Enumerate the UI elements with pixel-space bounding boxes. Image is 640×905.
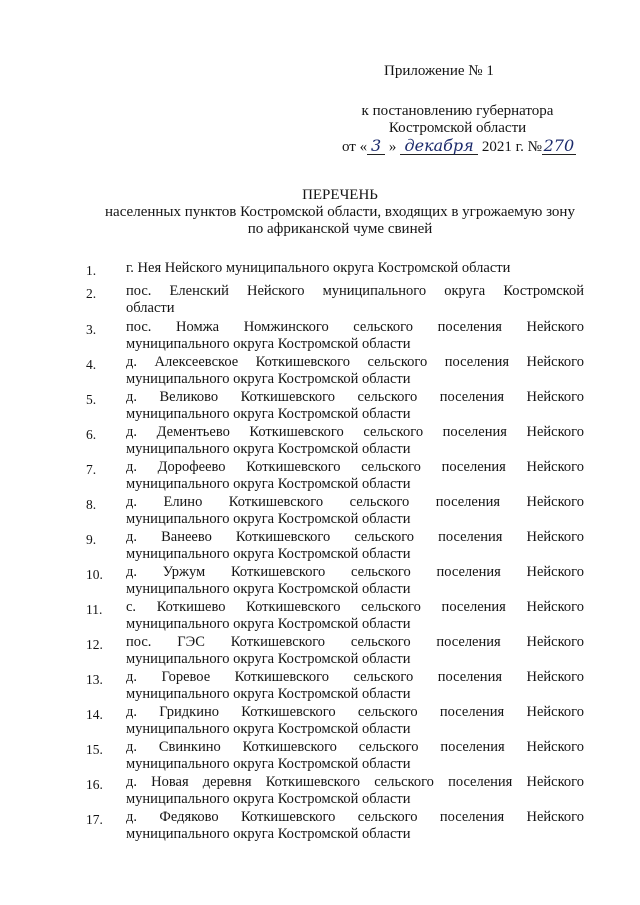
- list-item: [86, 704, 584, 738]
- item-line-2: муниципального округа Костромской области: [126, 511, 411, 527]
- item-line-2: муниципального округа Костромской области: [126, 826, 411, 842]
- item-text: [126, 424, 584, 458]
- item-line-1: пос. ГЭС Коткишевского сельского поселения Нейского: [126, 634, 584, 650]
- item-line-1: д. Гридкино Коткишевского сельского поселения Нейского: [126, 704, 584, 720]
- date-day: 3: [367, 137, 385, 155]
- item-line-1: д. Федяково Коткишевского сельского поселения Нейского: [126, 809, 584, 825]
- item-text: [126, 260, 584, 279]
- decree-number: 270: [543, 136, 575, 155]
- date-mid: »: [388, 139, 397, 155]
- list-item: [86, 599, 584, 633]
- item-number: 13.: [86, 672, 103, 687]
- item-line-1: д. Уржум Коткишевского сельского поселения Нейского: [126, 564, 584, 580]
- item-line-2: муниципального округа Костромской области: [126, 476, 411, 492]
- item-text: [126, 774, 584, 808]
- item-text: [126, 459, 584, 493]
- list-item: [86, 260, 584, 279]
- item-text: [126, 283, 584, 317]
- item-number: 9.: [86, 532, 97, 547]
- item-line-2: муниципального округа Костромской области: [126, 756, 411, 772]
- item-line-1: д. Алексеевское Коткишевского сельского поселения Нейского: [126, 354, 584, 370]
- list-item: [86, 564, 584, 598]
- list-item: [86, 774, 584, 808]
- item-line-1: д. Дорофеево Коткишевского сельского поселения Нейского: [126, 459, 584, 475]
- item-line-1: с. Коткишево Коткишевского сельского поселения Нейского: [126, 599, 584, 615]
- item-line-1: д. Горевое Коткишевского сельского поселения Нейского: [126, 669, 584, 685]
- item-line-2: муниципального округа Костромской области: [126, 336, 411, 352]
- item-number: 15.: [86, 742, 103, 757]
- item-number: 6.: [86, 427, 97, 442]
- item-line-2: муниципального округа Костромской области: [126, 616, 411, 632]
- item-number: 12.: [86, 637, 103, 652]
- item-number: 16.: [86, 777, 103, 792]
- list-item: [86, 739, 584, 773]
- item-text: [126, 634, 584, 668]
- document-title: [60, 187, 620, 238]
- settlement-list: [86, 260, 584, 844]
- item-text: [126, 319, 584, 353]
- item-line-1: д. Новая деревня Коткишевского сельского поселения Нейского: [126, 774, 584, 790]
- title-line-1: населенных пунктов Костромской области, входящих в угрожаемую зону: [105, 204, 575, 220]
- title-heading: ПЕРЕЧЕНЬ: [302, 187, 378, 203]
- item-line-2: муниципального округа Костромской области: [126, 686, 411, 702]
- header-block: [330, 103, 585, 156]
- item-line-2: муниципального округа Костромской области: [126, 406, 411, 422]
- item-line-1: пос. Еленский Нейского муниципального округа Костромской: [126, 283, 584, 299]
- item-line-2: муниципального округа Костромской области: [126, 371, 411, 387]
- list-item: [86, 424, 584, 458]
- item-line-2: муниципального округа Костромской области: [126, 651, 411, 667]
- item-number: 3.: [86, 322, 97, 337]
- item-text: [126, 354, 584, 388]
- item-text: [126, 599, 584, 633]
- item-line-1: пос. Номжа Номжинского сельского поселения Нейского: [126, 319, 584, 335]
- item-line-2: муниципального округа Костромской области: [126, 546, 411, 562]
- date-month: декабря: [400, 137, 478, 155]
- item-number: 17.: [86, 812, 103, 827]
- region-line: Костромской области: [388, 120, 527, 136]
- item-number: 14.: [86, 707, 103, 722]
- item-number: 1.: [86, 263, 97, 278]
- item-text: [126, 669, 584, 703]
- list-item: [86, 319, 584, 353]
- item-line-1: г. Нея Нейского муниципального округа Костромской области: [126, 260, 511, 276]
- list-item: [86, 494, 584, 528]
- resolution-line: к постановлению губернатора: [361, 103, 554, 119]
- item-number: 8.: [86, 497, 97, 512]
- item-number: 5.: [86, 392, 97, 407]
- date-year: 2021 г. №: [481, 139, 542, 155]
- item-line-1: д. Свинкино Коткишевского сельского поселения Нейского: [126, 739, 584, 755]
- list-item: [86, 669, 584, 703]
- item-line-1: д. Елино Коткишевского сельского поселения Нейского: [126, 494, 584, 510]
- item-line-2: муниципального округа Костромской области: [126, 581, 411, 597]
- list-item: [86, 283, 584, 317]
- title-line-2: по африканской чуме свиней: [247, 221, 433, 237]
- item-number: 2.: [86, 286, 97, 301]
- item-line-1: д. Дементьево Коткишевского сельского поселения Нейского: [126, 424, 584, 440]
- item-number: 10.: [86, 567, 103, 582]
- item-text: [126, 809, 584, 843]
- list-item: [86, 354, 584, 388]
- item-number: 4.: [86, 357, 97, 372]
- item-line-2: области: [126, 300, 175, 316]
- list-item: [86, 389, 584, 423]
- appendix-label: Приложение № 1: [384, 63, 494, 79]
- item-line-2: муниципального округа Костромской области: [126, 441, 411, 457]
- item-text: [126, 564, 584, 598]
- date-line: [330, 137, 585, 156]
- item-line-2: муниципального округа Костромской области: [126, 721, 411, 737]
- item-text: [126, 529, 584, 563]
- list-item: [86, 809, 584, 843]
- date-prefix: от «: [342, 139, 368, 155]
- list-item: [86, 634, 584, 668]
- item-number: 11.: [86, 602, 103, 617]
- item-text: [126, 389, 584, 423]
- item-line-1: д. Великово Коткишевского сельского поселения Нейского: [126, 389, 584, 405]
- list-item: [86, 529, 584, 563]
- item-line-2: муниципального округа Костромской области: [126, 791, 411, 807]
- item-text: [126, 739, 584, 773]
- item-line-1: д. Ванеево Коткишевского сельского поселения Нейского: [126, 529, 584, 545]
- item-text: [126, 494, 584, 528]
- item-text: [126, 704, 584, 738]
- list-item: [86, 459, 584, 493]
- item-number: 7.: [86, 462, 97, 477]
